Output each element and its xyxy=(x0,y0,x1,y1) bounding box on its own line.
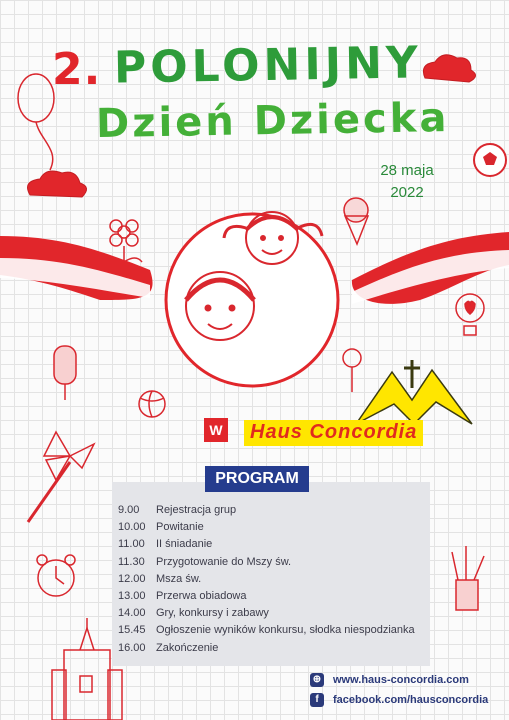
program-time: 11.30 xyxy=(118,555,145,568)
program-time: 13.00 xyxy=(118,589,146,602)
event-date-day: 28 maja xyxy=(380,162,434,179)
program-list xyxy=(118,502,415,657)
program-row xyxy=(118,519,415,536)
contact-links xyxy=(310,670,488,710)
program-time: 15.45 xyxy=(118,624,146,637)
concordia-mountain-logo xyxy=(356,360,472,424)
alarm-clock-icon xyxy=(37,555,75,596)
program-label: Gry, konkursy i zabawy xyxy=(156,607,269,620)
ice-cream-icon xyxy=(344,198,368,244)
facebook-link[interactable] xyxy=(310,690,488,710)
pencil-cup-icon xyxy=(452,546,484,610)
program-time: 14.00 xyxy=(118,607,146,620)
program-label: Msza św. xyxy=(156,572,202,585)
program-row xyxy=(118,571,415,588)
title-line-1: POLONIJNY xyxy=(113,37,423,94)
popsicle-icon xyxy=(54,346,76,400)
event-date-year: 2022 xyxy=(390,184,424,201)
program-row xyxy=(118,622,415,639)
program-label: Przerwa obiadowa xyxy=(156,589,247,602)
hot-air-balloon-icon xyxy=(456,294,484,335)
program-label: Ogłoszenie wyników konkursu, słodka niespodzianka xyxy=(156,624,415,637)
cloud-icon xyxy=(423,55,475,82)
globe-icon: ⊕ xyxy=(310,673,324,687)
program-heading: PROGRAM xyxy=(205,466,309,492)
program-row xyxy=(118,554,415,571)
sponsor-name: Haus Concordia xyxy=(244,420,423,446)
program-label: Powitanie xyxy=(156,521,204,534)
program-row xyxy=(118,536,415,553)
lollipop-icon xyxy=(343,349,361,392)
title-number: 2. xyxy=(52,44,102,95)
cloud-icon xyxy=(28,171,87,197)
program-row xyxy=(118,640,415,657)
program-time: 9.00 xyxy=(118,504,140,516)
program-label: II śniadanie xyxy=(156,538,213,551)
program-label: Rejestracja grup xyxy=(156,504,237,516)
soccer-ball-icon xyxy=(474,144,506,176)
program-time: 10.00 xyxy=(118,521,146,534)
program-row xyxy=(118,605,415,622)
program-row xyxy=(118,502,415,519)
program-time: 12.00 xyxy=(118,572,146,585)
title-line-2: Dzień Dziecka xyxy=(95,94,450,148)
website-link[interactable] xyxy=(310,670,488,690)
program-time: 11.00 xyxy=(118,538,145,551)
facebook-icon: f xyxy=(310,693,324,707)
pinwheel-icon xyxy=(28,432,94,522)
website-link-text: www.haus-concordia.com xyxy=(333,674,469,686)
event-date xyxy=(372,160,442,204)
facebook-link-text: facebook.com/hausconcordia xyxy=(333,694,489,706)
program-label: Zakończenie xyxy=(156,641,219,654)
program-time: 16.00 xyxy=(118,641,146,654)
program-row xyxy=(118,588,415,605)
program-label: Przygotowanie do Mszy św. xyxy=(156,555,292,568)
w-logo-icon: W xyxy=(204,418,228,442)
volleyball-icon xyxy=(139,391,165,417)
balloon-icon xyxy=(18,74,54,170)
